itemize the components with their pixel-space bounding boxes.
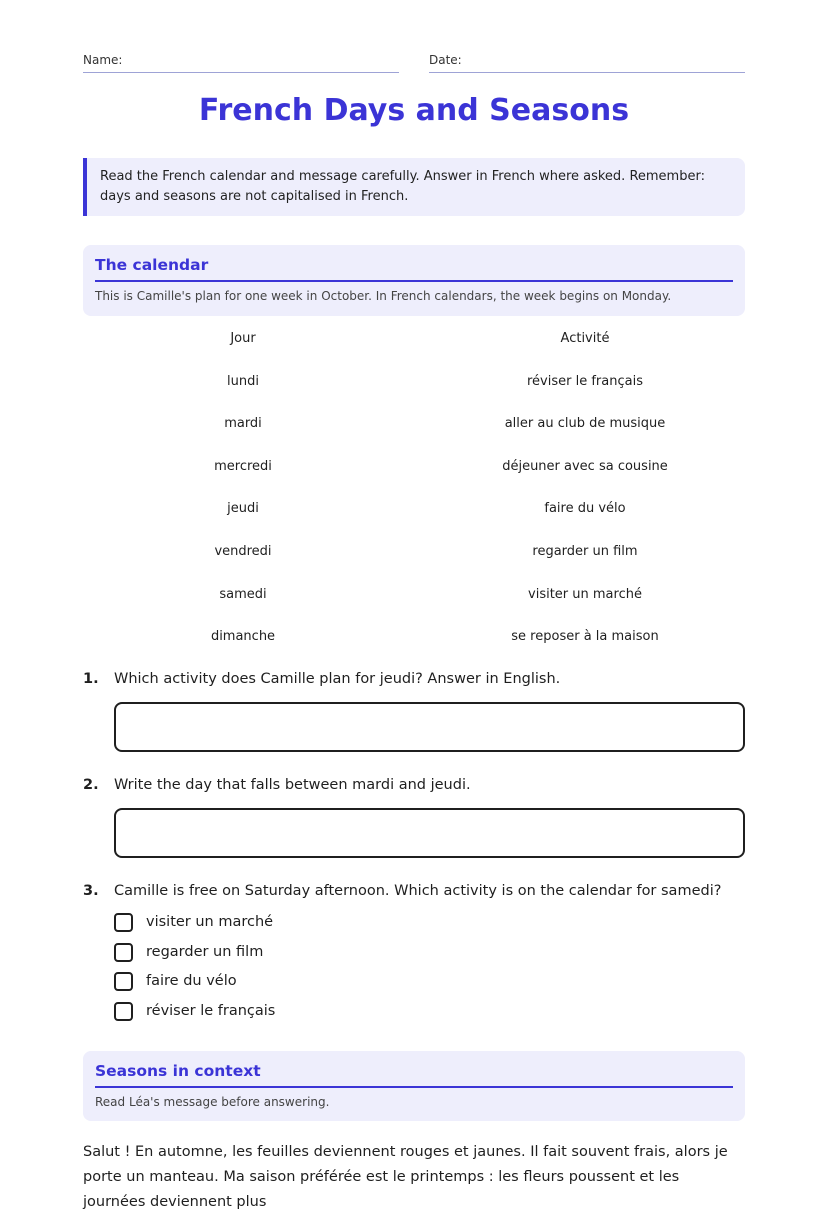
question-text: Write the day that falls between mardi and jeudi. — [114, 777, 471, 793]
seasons-section-description: Read Léa's message before answering. — [95, 1095, 330, 1109]
day-cell: jeudi — [227, 501, 259, 517]
table-header-row — [83, 330, 745, 373]
name-field[interactable] — [83, 52, 399, 73]
table-row — [83, 628, 745, 671]
table-row — [83, 500, 745, 543]
page-title: French Days and Seasons — [198, 93, 630, 128]
answer-box-1[interactable] — [114, 702, 745, 752]
question-number: 1. — [83, 671, 99, 687]
activity-cell: aller au club de musique — [504, 416, 666, 432]
day-cell: mercredi — [214, 458, 272, 474]
activity-cell: se reposer à la maison — [511, 629, 659, 645]
activity-cell: réviser le français — [527, 373, 643, 389]
calendar-section-title: The calendar — [95, 255, 733, 282]
question-text: Camille is free on Saturday afternoon. Which activity is on the calendar for samedi? — [114, 883, 722, 899]
checkbox[interactable] — [114, 943, 133, 962]
name-label: Name: — [83, 53, 123, 67]
question-number: 2. — [83, 777, 99, 793]
question-number: 3. — [83, 883, 99, 899]
question-text: Which activity does Camille plan for jeudi? Answer in English. — [114, 671, 561, 687]
calendar-section-description: This is Camille's plan for one week in October. In French calendars, the week begins on Monday. — [95, 289, 672, 303]
column-header-day: Jour — [230, 331, 256, 346]
instructions-callout: Read the French calendar and message carefully. Answer in French where asked. Remember: days and seasons are not capitalised in French. — [83, 158, 745, 216]
reading-passage: Salut ! En automne, les feuilles deviennent rouges et jaunes. Il fait souvent frais, alors je porte un manteau. Ma saison préférée est le printemps : les fleurs poussent et les journées deviennent plus — [83, 1144, 728, 1210]
checkbox[interactable] — [114, 972, 133, 991]
date-field[interactable] — [429, 52, 745, 73]
day-cell: dimanche — [210, 629, 276, 645]
answer-box-2[interactable] — [114, 808, 745, 858]
option-label: faire du vélo — [146, 973, 237, 990]
activity-cell: visiter un marché — [528, 586, 642, 602]
option-label: réviser le français — [146, 1003, 276, 1020]
date-label: Date: — [429, 53, 462, 67]
table-row — [83, 415, 745, 458]
table-row — [83, 458, 745, 501]
activity-cell: déjeuner avec sa cousine — [502, 458, 668, 474]
table-row — [83, 543, 745, 586]
day-cell: lundi — [227, 373, 259, 389]
seasons-section-title: Seasons in context — [95, 1061, 733, 1088]
option-label: regarder un film — [146, 943, 264, 960]
day-cell: vendredi — [214, 543, 272, 559]
table-row — [83, 373, 745, 416]
column-header-activity: Activité — [560, 331, 610, 346]
checkbox[interactable] — [114, 913, 133, 932]
activity-cell: regarder un film — [532, 543, 638, 559]
activity-cell: faire du vélo — [544, 501, 626, 517]
checkbox[interactable] — [114, 1002, 133, 1021]
calendar-section-header — [83, 245, 745, 316]
day-cell: samedi — [219, 586, 267, 602]
seasons-section-header — [83, 1051, 745, 1121]
calendar-table — [83, 330, 745, 671]
table-row — [83, 586, 745, 629]
day-cell: mardi — [224, 416, 262, 432]
header-fields — [83, 52, 745, 74]
option-label: visiter un marché — [146, 914, 274, 930]
